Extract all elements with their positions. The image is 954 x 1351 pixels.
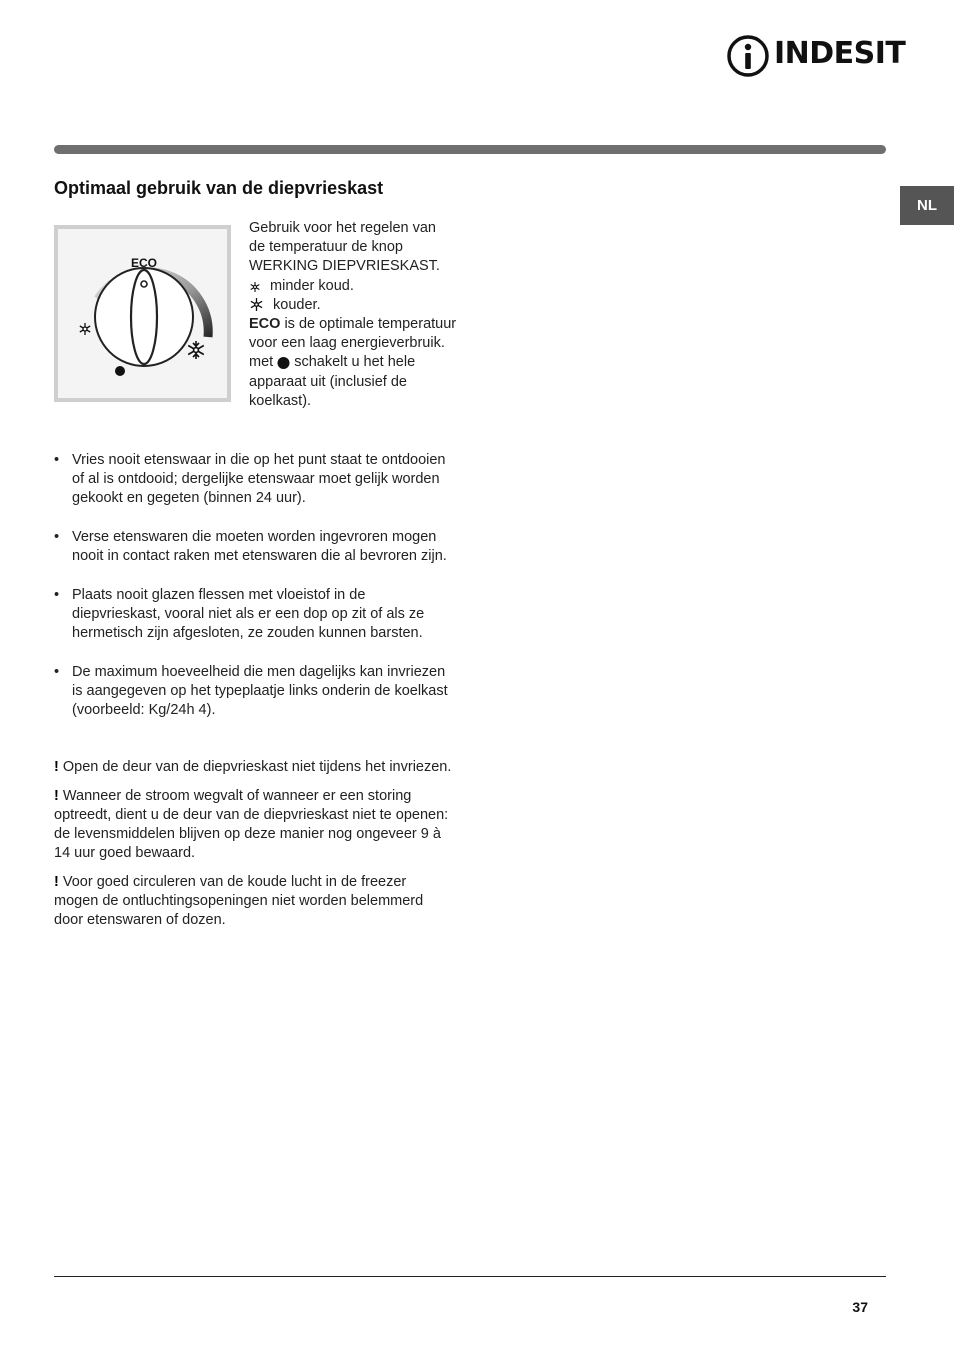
language-tab: NL <box>900 186 954 225</box>
warning-mark: ! <box>54 759 59 775</box>
off-prefix: met <box>249 354 274 371</box>
warning-mark: ! <box>54 874 59 891</box>
eco-word: ECO <box>249 316 281 333</box>
snowflake-small-icon <box>80 323 90 335</box>
intro-line: de temperatuur de knop <box>249 239 403 256</box>
intro-line: WERKING DIEPVRIESKAST. <box>249 258 440 275</box>
off-text: schakelt u het hele apparaat uit (inclusief de koelkast). <box>249 354 416 409</box>
header-divider <box>54 145 886 154</box>
snowflake-large-icon <box>249 297 264 312</box>
knob-eco-label: ECO <box>130 256 158 270</box>
list-item: • De maximum hoeveelheid die men dagelijks kan invriezen is aangegeven op het typeplaatje links onderin de koelkast (voorbeeld: Kg/24h 4). <box>54 663 448 719</box>
list-item: • Plaats nooit glazen flessen met vloeistof in de diepvrieskast, vooral niet als er een dop op zit of als ze hermetisch zijn afgesloten, ze zouden kunnen barsten. <box>54 586 425 642</box>
intro-line: Gebruik voor het regelen van <box>249 220 436 236</box>
snowflake-large-icon <box>188 341 204 359</box>
off-dot-icon <box>277 356 290 369</box>
eco-paragraph <box>249 315 459 353</box>
knob-description <box>249 219 459 411</box>
page-number: 37 <box>852 1299 868 1315</box>
bullet-dot: • <box>54 529 60 545</box>
colder-text: kouder. <box>273 296 321 313</box>
warnings <box>54 758 454 940</box>
footer-divider <box>54 1276 886 1277</box>
eco-text: is de optimale temperatuur voor een laag energieverbruik. <box>249 316 457 352</box>
list-item: • Verse etenswaren die moeten worden ingevroren mogen nooit in contact raken met etenswaren die al bevroren zijn. <box>54 529 447 565</box>
section-title: Optimaal gebruik van de diepvrieskast <box>54 178 384 198</box>
warning-note: ! Voor goed circuleren van de koude lucht in de freezer mogen de ontluchtingsopeningen niet worden belemmerd door etenswaren of dozen. <box>54 874 424 929</box>
list-item: • Vries nooit etenswaar in die op het punt staat te ontdooien of al is ontdooid; dergelijke etenswaar moet gelijk worden gekookt en gegeten (binnen 24 uur). <box>54 452 446 507</box>
bullet-dot: • <box>54 586 60 603</box>
colder-row <box>249 296 459 315</box>
usage-tips-list <box>54 451 454 740</box>
brand-name: INDESIT <box>774 36 906 71</box>
off-dot-icon <box>115 366 125 376</box>
warning-mark: ! <box>54 787 59 804</box>
thermostat-knob-illustration <box>54 225 231 402</box>
off-paragraph <box>249 353 459 411</box>
brand-logo <box>726 34 906 78</box>
less-cold-row <box>249 277 459 296</box>
less-cold-text: minder koud. <box>270 277 354 294</box>
logo-mark-icon <box>726 34 770 78</box>
bullet-dot: • <box>54 663 60 680</box>
warning-note: ! Wanneer de stroom wegvalt of wanneer er een storing optreedt, dient u de deur van de diepvrieskast niet te openen: de levensmiddelen blijven op deze manier nog ongeveer 9 à 14 uur goed bewaard. <box>54 787 449 862</box>
warning-note: ! Open de deur van de diepvrieskast niet tijdens het invriezen. <box>54 759 452 775</box>
snowflake-small-icon <box>249 281 261 293</box>
bullet-dot: • <box>54 452 60 468</box>
